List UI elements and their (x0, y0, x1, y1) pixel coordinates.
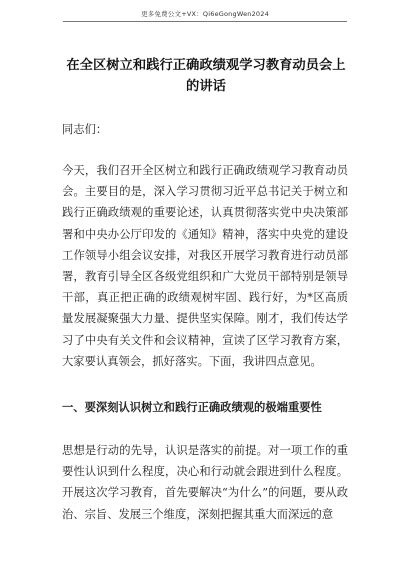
paragraph-intro: 今天，我们召开全区树立和践行正确政绩观学习教育动员会。主要目的是，深入学习贯彻习近平总书记关于树立和践行正确政绩观的重要论述，认真贯彻落实党中央决策部署和中央办公厅印发的《通知》精神，落实中央党的建设工作领导小组会议安排，对我区开展学习教育进行动员部署，教育引导全区各级党组织和广大党员干部特别是领导干部，真正把正确的政绩观树牢固、践行好，为*区高质量发展凝聚强大力量、提供坚实保障。刚才，我们传达学习了中央有关文件和会议精神，宣读了区学习教育方案，大家要认真领会，抓好落实。下面，我讲四点意见。 (62, 164, 348, 368)
promo-banner: 更多免费公文+VX：Qi6eGongWen2024 (141, 10, 269, 18)
document-title: 在全区树立和践行正确政绩观学习教育动员会上的讲话 (66, 58, 346, 94)
section-heading: 一、要深刻认识树立和践行正确政绩观的极端重要性 (62, 400, 322, 414)
paragraph-section-one: 思想是行动的先导，认识是落实的前提。对一项工作的重要性认识到什么程度，决心和行动就会跟进到什么程度。开展这次学习教育，首先要解决“为什么”的问题，要从政治、宗旨、发展三个维度，深刻把握其重大而深远的意 (62, 444, 348, 521)
header-divider (63, 21, 347, 22)
salutation: 同志们： (62, 123, 108, 136)
